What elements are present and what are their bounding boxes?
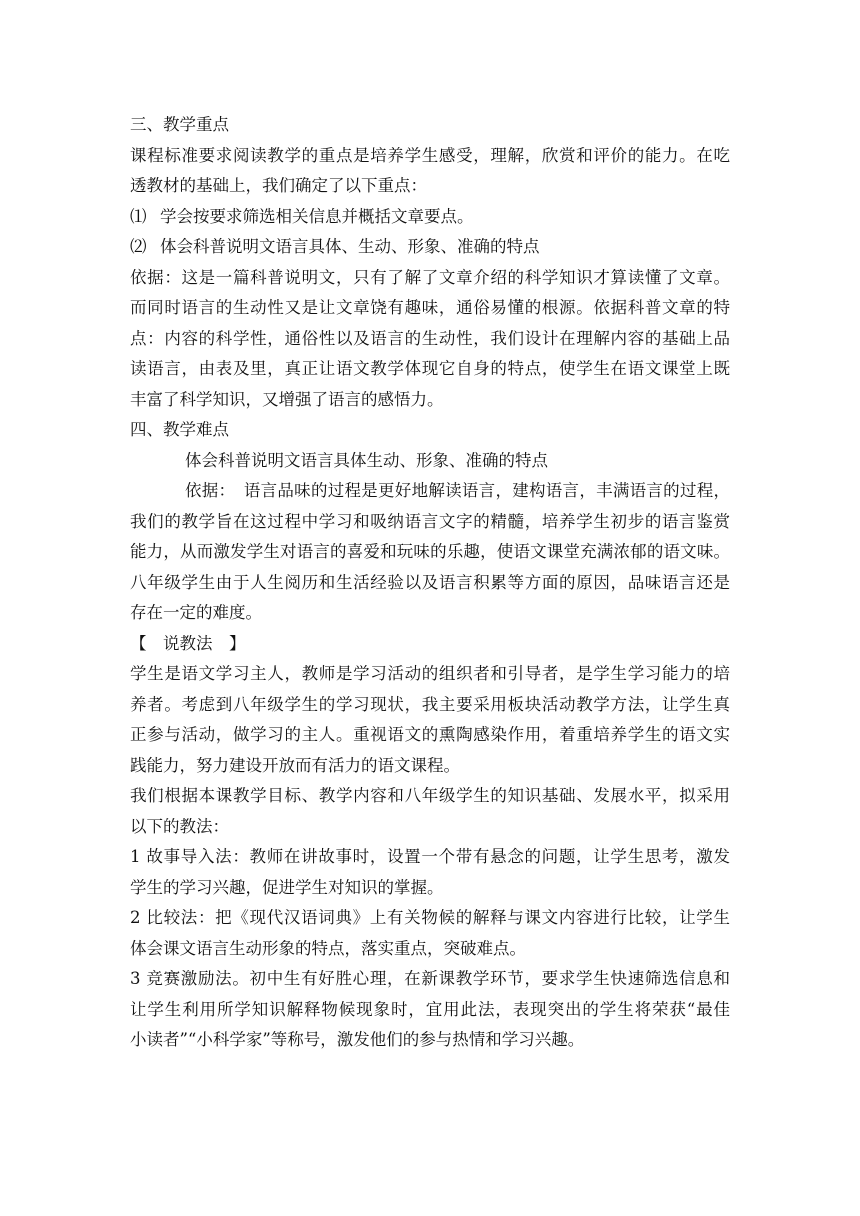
paragraph-line: 读语言，由表及里，真正让语文教学体现它自身的特点，使学生在语文课堂上既 xyxy=(130,359,730,378)
paragraph-line: 依据：这是一篇科普说明文，只有了解了文章介绍的科学知识才算读懂了文章。 xyxy=(130,267,730,287)
paragraph-line: 学生是语文学习主人，教师是学习活动的组织者和引导者，是学生学习能力的培 xyxy=(130,664,730,683)
paragraph-line: 能力，从而激发学生对语言的喜爱和玩味的乐趣，使语文课堂充满浓郁的语文味。 xyxy=(130,542,730,561)
paragraph-line: 正参与活动，做学习的主人。重视语文的熏陶感染作用，着重培养学生的语文实 xyxy=(130,725,730,744)
list-number: ⑵ xyxy=(130,237,147,256)
method-item-line: 学生的学习兴趣，促进学生对知识的掌握。 xyxy=(130,877,444,897)
paragraph-line: 八年级学生由于人生阅历和生活经验以及语言积累等方面的原因，品味语言还是 xyxy=(130,572,730,592)
section-heading-key-points: 三、教学重点 xyxy=(130,115,229,134)
document-page xyxy=(130,110,730,1056)
list-item-text: 学会按要求筛选相关信息并概括文章要点。 xyxy=(160,206,474,226)
paragraph-line: 课程标准要求阅读教学的重点是培养学生感受，理解，欣赏和评价的能力。在吃 xyxy=(130,145,730,165)
difficulty-statement: 体会科普说明文语言具体生动、形象、准确的特点 xyxy=(185,450,548,470)
paragraph-line: 透教材的基础上，我们确定了以下重点： xyxy=(130,176,427,195)
list-item xyxy=(130,232,730,263)
paragraph-line: 点：内容的科学性，通俗性以及语言的生动性，我们设计在理解内容的基础上品 xyxy=(130,328,730,348)
paragraph-line: 养者。考虑到八年级学生的学习现状，我主要采用板块活动教学方法，让学生真 xyxy=(130,694,730,714)
list-item xyxy=(130,202,730,233)
method-item-line: 小读者”“小科学家”等称号，激发他们的参与热情和学习兴趣。 xyxy=(130,1030,585,1049)
paragraph-line: 而同时语言的生动性又是让文章饶有趣味，通俗易懂的根源。依据科普文章的特 xyxy=(130,298,730,317)
list-number: ⑴ xyxy=(130,206,147,226)
paragraph-line: 践能力，努力建设开放而有活力的语文课程。 xyxy=(130,755,460,775)
paragraph-line: 丰富了科学知识，又增强了语言的感悟力。 xyxy=(130,389,444,409)
paragraph-line: 存在一定的难度。 xyxy=(130,603,262,622)
paragraph-line: 以下的教法： xyxy=(130,816,229,836)
paragraph-line: 依据： 语言品味的过程是更好地解读语言，建构语言，丰满语言的过程， xyxy=(185,481,730,500)
paragraph-line: 我们的教学旨在这过程中学习和吸纳语言文字的精髓，培养学生初步的语言鉴赏 xyxy=(130,511,730,531)
section-heading-teaching-methods: 【 说教法 】 xyxy=(130,633,246,653)
method-item-line: 3 竞赛激励法。初中生有好胜心理，在新课教学环节，要求学生快速筛选信息和 xyxy=(130,969,730,988)
paragraph-line: 我们根据本课教学目标、教学内容和八年级学生的知识基础、发展水平，拟采用 xyxy=(130,786,730,805)
list-item-text: 体会科普说明文语言具体、生动、形象、准确的特点 xyxy=(160,237,540,256)
method-item-line: 体会课文语言生动形象的特点，落实重点，突破难点。 xyxy=(130,938,526,958)
method-item-line: 1 故事导入法：教师在讲故事时，设置一个带有悬念的问题，让学生思考，激发 xyxy=(130,847,730,866)
method-item-line: 让学生利用所学知识解释物候现象时，宜用此法，表现突出的学生将荣获“最佳 xyxy=(130,999,730,1019)
method-item-line: 2 比较法：把《现代汉语词典》上有关物候的解释与课文内容进行比较，让学生 xyxy=(130,908,730,927)
section-heading-difficulty: 四、教学难点 xyxy=(130,420,229,439)
